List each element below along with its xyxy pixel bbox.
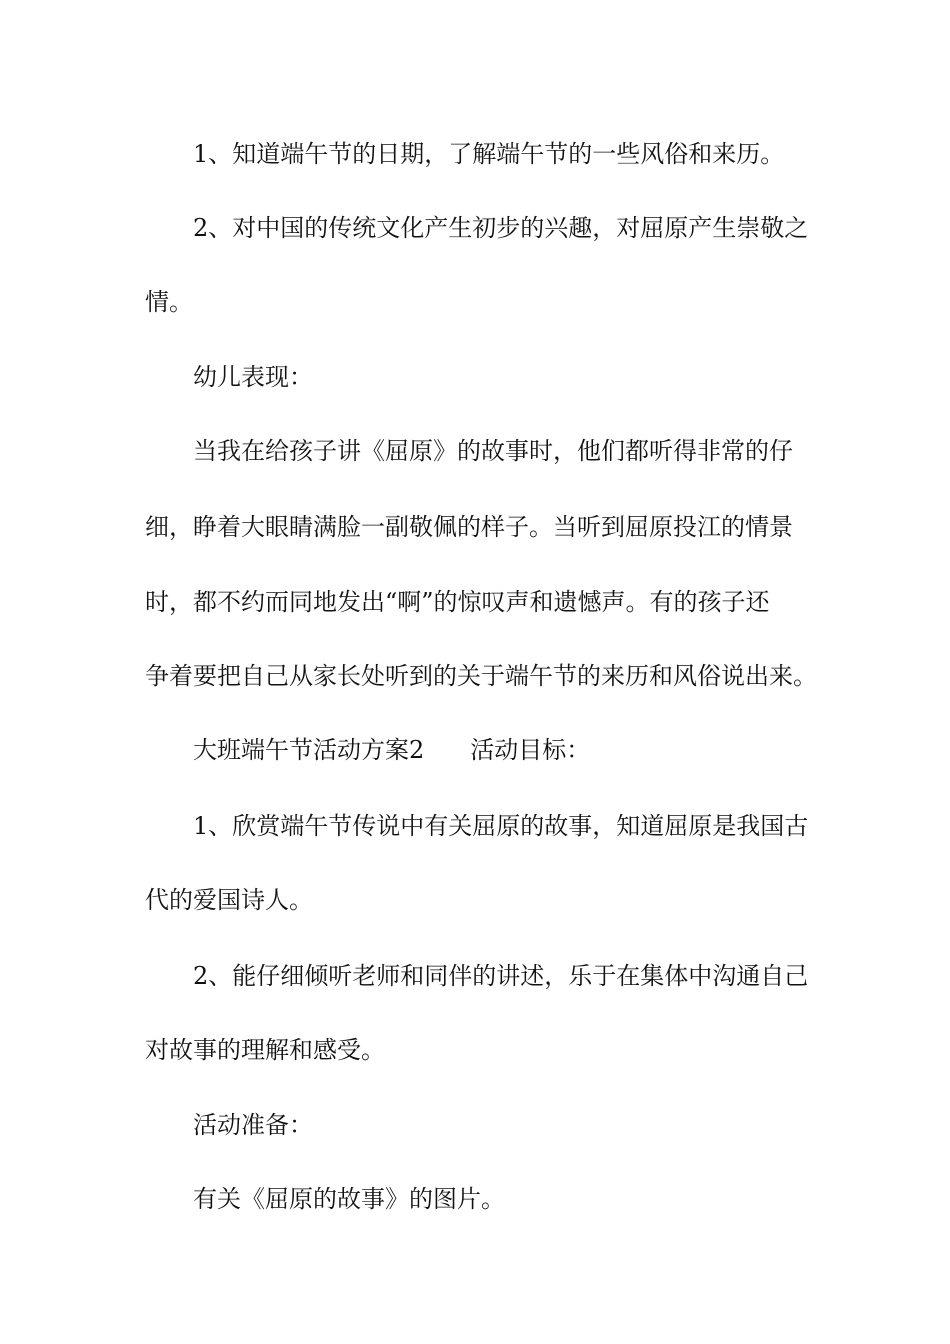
paragraph-line: 时，都不约而同地发出“啊”的惊叹声和遗憾声。有的孩子还 [145, 588, 770, 616]
paragraph-line: 当我在给孩子讲《屈原》的故事时，他们都听得非常的仔 [193, 437, 793, 465]
section-label: 活动目标： [470, 736, 591, 764]
paragraph-line: 对故事的理解和感受。 [145, 1036, 385, 1064]
paragraph-line: 2、能仔细倾听老师和同伴的讲述，乐于在集体中沟通自己 [193, 962, 809, 990]
section-label: 活动准备： [193, 1111, 313, 1139]
section-label: 幼儿表现： [193, 363, 313, 391]
paragraph-line: 情。 [145, 288, 193, 316]
paragraph-line: 细，睁着大眼睛满脸一副敬佩的样子。当听到屈原投江的情景 [145, 513, 793, 541]
paragraph-line: 1、知道端午节的日期，了解端午节的一些风俗和来历。 [193, 140, 785, 168]
heading-line [0, 732, 950, 768]
plan-title: 大班端午节活动方案2 [193, 736, 425, 764]
paragraph-line: 争着要把自己从家长处听到的关于端午节的来历和风俗说出来。 [145, 662, 817, 690]
paragraph-line: 有关《屈原的故事》的图片。 [193, 1185, 505, 1213]
paragraph-line: 代的爱国诗人。 [145, 886, 313, 914]
paragraph-line: 1、欣赏端午节传说中有关屈原的故事，知道屈原是我国古 [193, 812, 809, 840]
paragraph-line: 2、对中国的传统文化产生初步的兴趣，对屈原产生崇敬之 [193, 214, 809, 242]
